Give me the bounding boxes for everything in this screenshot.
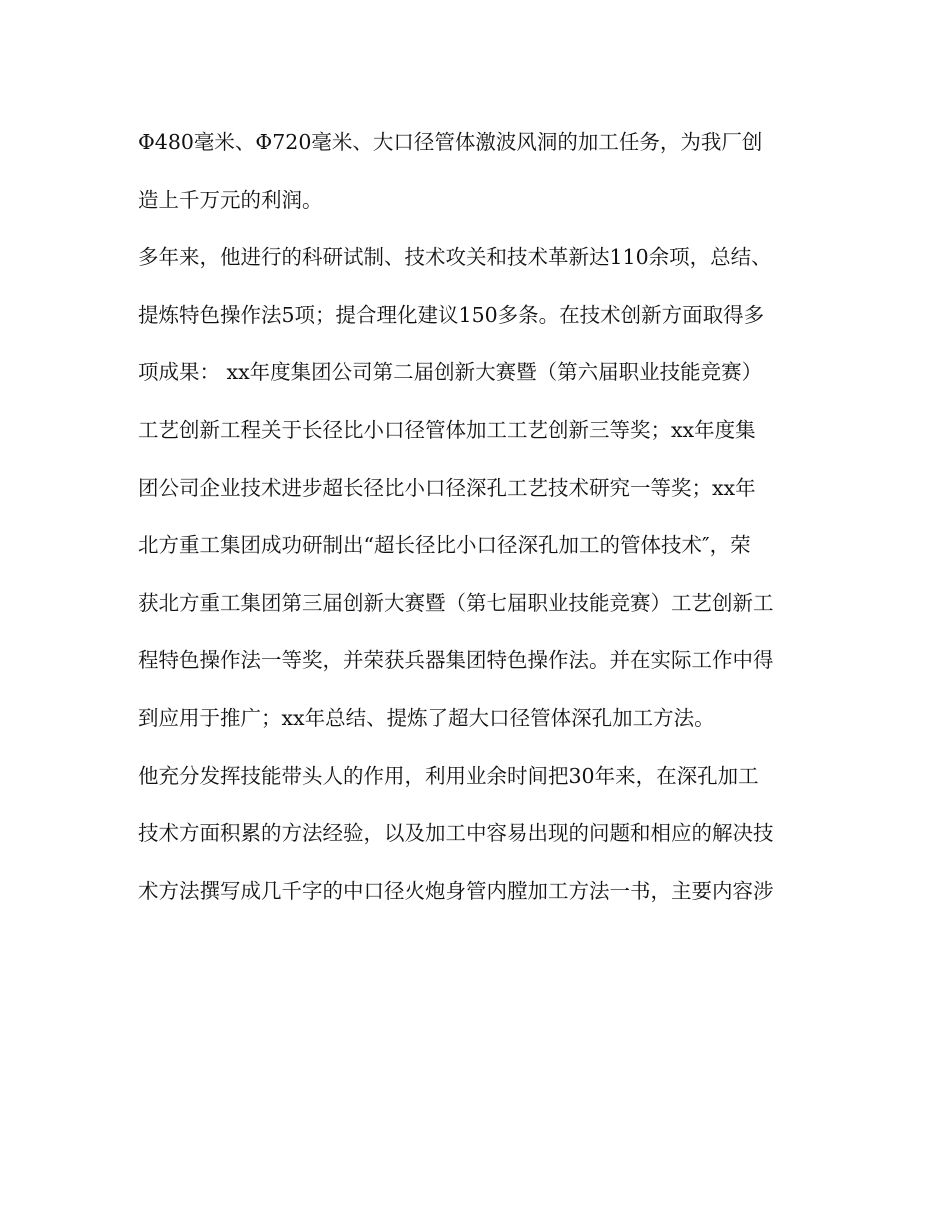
text-line: 工艺创新工程关于长径比小口径管体加工工艺创新三等奖；xx年度集 (138, 417, 756, 442)
text-line: Φ480毫米、Φ720毫米、大口径管体激波风洞的加工任务，为我厂创 (138, 130, 763, 154)
text-line: 他充分发挥技能带头人的作用，利用业余时间把30年来，在深孔加工 (138, 763, 759, 788)
text-line: 团公司企业技术进步超长径比小口径深孔工艺技术研究一等奖；xx年 (138, 475, 756, 500)
text-line: 获北方重工集团第三届创新大赛暨（第七届职业技能竞赛）工艺创新工 (138, 590, 774, 615)
text-line: 多年来，他进行的科研试制、技术攻关和技术革新达110余项，总结、 (138, 245, 772, 270)
text-line: 北方重工集团成功研制出“超长径比小口径深孔加工的管体技术″，荣 (138, 533, 751, 558)
text-line: 技术方面积累的方法经验，以及加工中容易出现的问题和相应的解决技 (138, 821, 774, 846)
text-line: 造上千万元的利润。 (138, 187, 323, 212)
text-line: 项成果： xx年度集团公司第二届创新大赛暨（第六届职业技能竞赛） (138, 360, 763, 385)
text-line: 术方法撰写成几千字的中口径火炮身管内膛加工方法一书，主要内容涉 (138, 878, 774, 903)
text-line: 程特色操作法一等奖，并荣获兵器集团特色操作法。并在实际工作中得 (138, 648, 774, 673)
document-body (138, 122, 828, 928)
text-line: 到应用于推广；xx年总结、提炼了超大口径管体深孔加工方法。 (138, 705, 715, 730)
text-line: 提炼特色操作法5项；提合理化建议150多条。在技术创新方面取得多 (138, 302, 765, 327)
